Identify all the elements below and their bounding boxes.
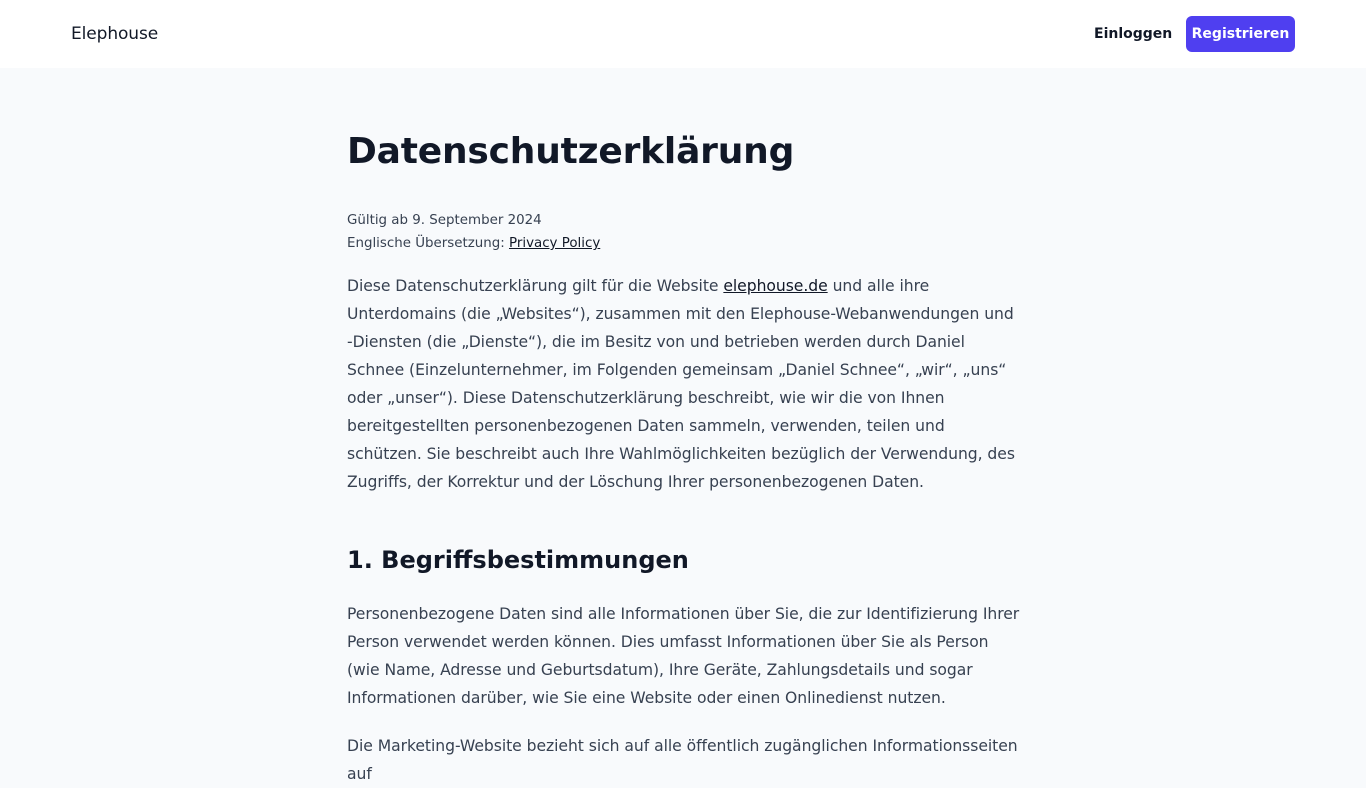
section-heading-definitions: 1. Begriffsbestimmungen (347, 546, 689, 574)
intro-text-rest: und alle ihre Unterdomains (die „Websites“), zusammen mit den Elephouse-Webanwendungen und -Diensten (die „Dienste“), die im Besitz von und betrieben werden durch Daniel Schnee (Einzelunternehmer, im Folgenden gemeinsam „Daniel Schnee“, „wir“, „uns“ oder „unser“). Diese Datenschutzerklärung beschreibt, wie wir die von Ihnen bereitgestellten personenbezogenen Daten sammeln, verwenden, teilen und schützen. Sie beschreibt auch Ihre Wahlmöglichkeiten bezüglich der Verwendung, des Zugriffs, der Korrektur und der Löschung Ihrer personenbezogenen Daten. (347, 277, 1015, 491)
definitions-paragraph-2: Die Marketing-Website bezieht sich auf alle öffentlich zugänglichen Informationsseiten auf (347, 737, 1018, 783)
login-link[interactable]: Einloggen (1094, 26, 1173, 42)
effective-date: Gültig ab 9. September 2024 (347, 213, 542, 228)
privacy-policy-link[interactable]: Privacy Policy (509, 236, 601, 251)
policy-meta (347, 209, 600, 255)
translation-label: Englische Übersetzung: (347, 236, 509, 251)
definitions-paragraph-1: Personenbezogene Daten sind alle Informationen über Sie, die zur Identifizierung Ihrer Person verwendet werden können. Dies umfasst Informationen über Sie als Person (wie Name, Adresse und Geburtsdatum), Ihre Geräte, Zahlungsdetails und sogar Informationen darüber, wie Sie eine Website oder einen Onlinedienst nutzen. (347, 605, 1020, 707)
brand-logo-link[interactable]: Elephouse (71, 24, 159, 44)
translation-line (347, 232, 600, 255)
register-button[interactable]: Registrieren (1186, 16, 1295, 52)
page-title: Datenschutzerklärung (347, 131, 795, 172)
intro-paragraph (347, 272, 1022, 496)
website-link[interactable]: elephouse.de (723, 277, 828, 295)
top-navbar (0, 0, 1366, 68)
intro-text-start: Diese Datenschutzerklärung gilt für die Website (347, 277, 724, 295)
